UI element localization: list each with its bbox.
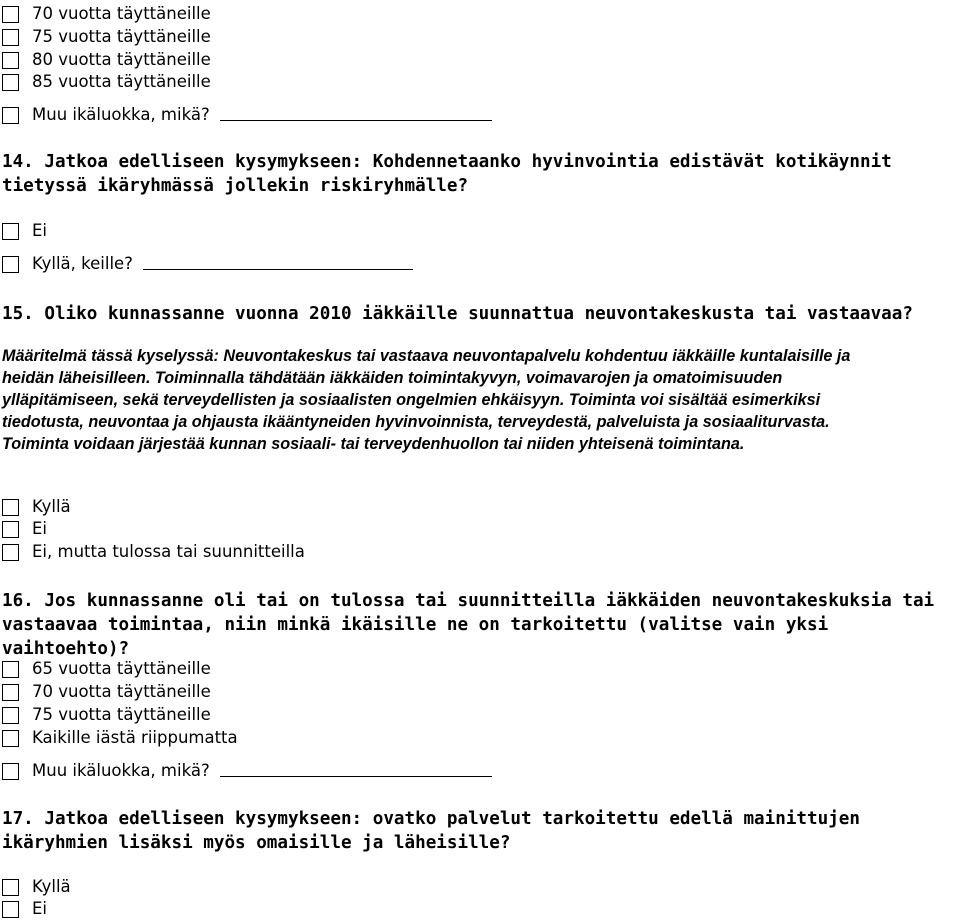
option-70[interactable]: [0, 3, 211, 25]
question-text: 17. Jatkoa edelliseen kysymykseen: ovatko palvelut tarkoitettu edellä mainittujen: [2, 809, 860, 829]
checkbox[interactable]: [2, 879, 19, 896]
option-label: Kyllä: [32, 497, 71, 516]
option-label: 70 vuotta täyttäneille: [32, 4, 211, 23]
option-label: Kaikille iästä riippumatta: [32, 728, 238, 747]
q16-option-all[interactable]: [0, 727, 238, 749]
option-label: Kyllä: [32, 877, 71, 896]
checkbox[interactable]: [2, 730, 19, 747]
option-label: Ei: [32, 519, 48, 538]
option-label: Ei: [32, 221, 48, 240]
q14-option-no[interactable]: [0, 220, 47, 242]
option-label: 75 vuotta täyttäneille: [32, 705, 211, 724]
question-17: [2, 807, 960, 855]
checkbox[interactable]: [2, 256, 19, 273]
q16-option-other[interactable]: [0, 760, 492, 782]
answer-line[interactable]: [220, 775, 492, 777]
option-85[interactable]: [0, 71, 211, 93]
checkbox[interactable]: [2, 707, 19, 724]
q17-option-yes[interactable]: [0, 876, 71, 898]
question-text: vastaavaa toimintaa, niin minkä ikäisille ne on tarkoitettu (valitse vain yksi vaihtoehto)?: [2, 615, 829, 659]
option-80[interactable]: [0, 49, 211, 71]
q17-option-no[interactable]: [0, 898, 47, 920]
option-label: Ei, mutta tulossa tai suunnitteilla: [32, 542, 305, 561]
checkbox[interactable]: [2, 544, 19, 561]
checkbox[interactable]: [2, 661, 19, 678]
q14-option-yes[interactable]: [0, 253, 413, 275]
q16-option-75[interactable]: [0, 704, 211, 726]
question-text: 14. Jatkoa edelliseen kysymykseen: Kohdennetaanko hyvinvointia edistävät kotikäynnit: [2, 152, 892, 172]
question-15: [2, 302, 960, 326]
q15-option-planned[interactable]: [0, 541, 305, 563]
definition-text: [2, 345, 958, 455]
option-75[interactable]: [0, 26, 211, 48]
definition-line: heidän läheisilleen. Toiminnalla tähdätään iäkkäiden toimintakyvyn, voimavarojen ja omatoimisuuden: [2, 369, 783, 387]
option-label: 65 vuotta täyttäneille: [32, 659, 211, 678]
q15-option-yes[interactable]: [0, 496, 71, 518]
question-16: [2, 589, 960, 661]
checkbox[interactable]: [2, 223, 19, 240]
option-label: Muu ikäluokka, mikä?: [32, 761, 210, 780]
question-text: tietyssä ikäryhmässä jollekin riskiryhmälle?: [2, 176, 469, 196]
checkbox[interactable]: [2, 6, 19, 23]
q16-option-70[interactable]: [0, 681, 211, 703]
option-label: 70 vuotta täyttäneille: [32, 682, 211, 701]
checkbox[interactable]: [2, 74, 19, 91]
question-text: ikäryhmien lisäksi myös omaisille ja läheisille?: [2, 833, 511, 853]
question-text: 15. Oliko kunnassanne vuonna 2010 iäkkäille suunnattua neuvontakeskusta tai vastaavaa?: [2, 304, 913, 324]
checkbox[interactable]: [2, 901, 19, 918]
q15-option-no[interactable]: [0, 518, 47, 540]
q16-option-65[interactable]: [0, 658, 211, 680]
option-label: 80 vuotta täyttäneille: [32, 50, 211, 69]
answer-line[interactable]: [220, 119, 492, 121]
option-label: Ei: [32, 899, 48, 918]
answer-line[interactable]: [143, 268, 413, 270]
option-label: Muu ikäluokka, mikä?: [32, 105, 210, 124]
checkbox[interactable]: [2, 29, 19, 46]
option-label: 75 vuotta täyttäneille: [32, 27, 211, 46]
checkbox[interactable]: [2, 763, 19, 780]
option-label: 85 vuotta täyttäneille: [32, 72, 211, 91]
question-14: [2, 150, 960, 198]
definition-line: tiedotusta, neuvontaa ja ohjausta ikääntyneiden hyvinvoinnista, terveydestä, palveluista ja sosiaaliturvasta.: [2, 413, 830, 431]
checkbox[interactable]: [2, 107, 19, 124]
checkbox[interactable]: [2, 499, 19, 516]
question-text: 16. Jos kunnassanne oli tai on tulossa tai suunnitteilla iäkkäiden neuvontakeskuksia tai: [2, 591, 935, 611]
checkbox[interactable]: [2, 684, 19, 701]
option-other-age[interactable]: [0, 104, 492, 126]
definition-line: Toiminta voidaan järjestää kunnan sosiaali- tai terveydenhuollon tai niiden yhteisenä toimintana.: [2, 435, 745, 453]
checkbox[interactable]: [2, 52, 19, 69]
checkbox[interactable]: [2, 521, 19, 538]
definition-line: Määritelmä tässä kyselyssä: Neuvontakeskus tai vastaava neuvontapalvelu kohdentuu iäkkäille kuntalaisille ja: [2, 347, 851, 365]
definition-line: ylläpitämiseen, sekä terveydellisten ja sosiaalisten ongelmien ehkäisyyn. Toiminta voi sisältää esimerkiksi: [2, 391, 821, 409]
option-label: Kyllä, keille?: [32, 254, 133, 273]
